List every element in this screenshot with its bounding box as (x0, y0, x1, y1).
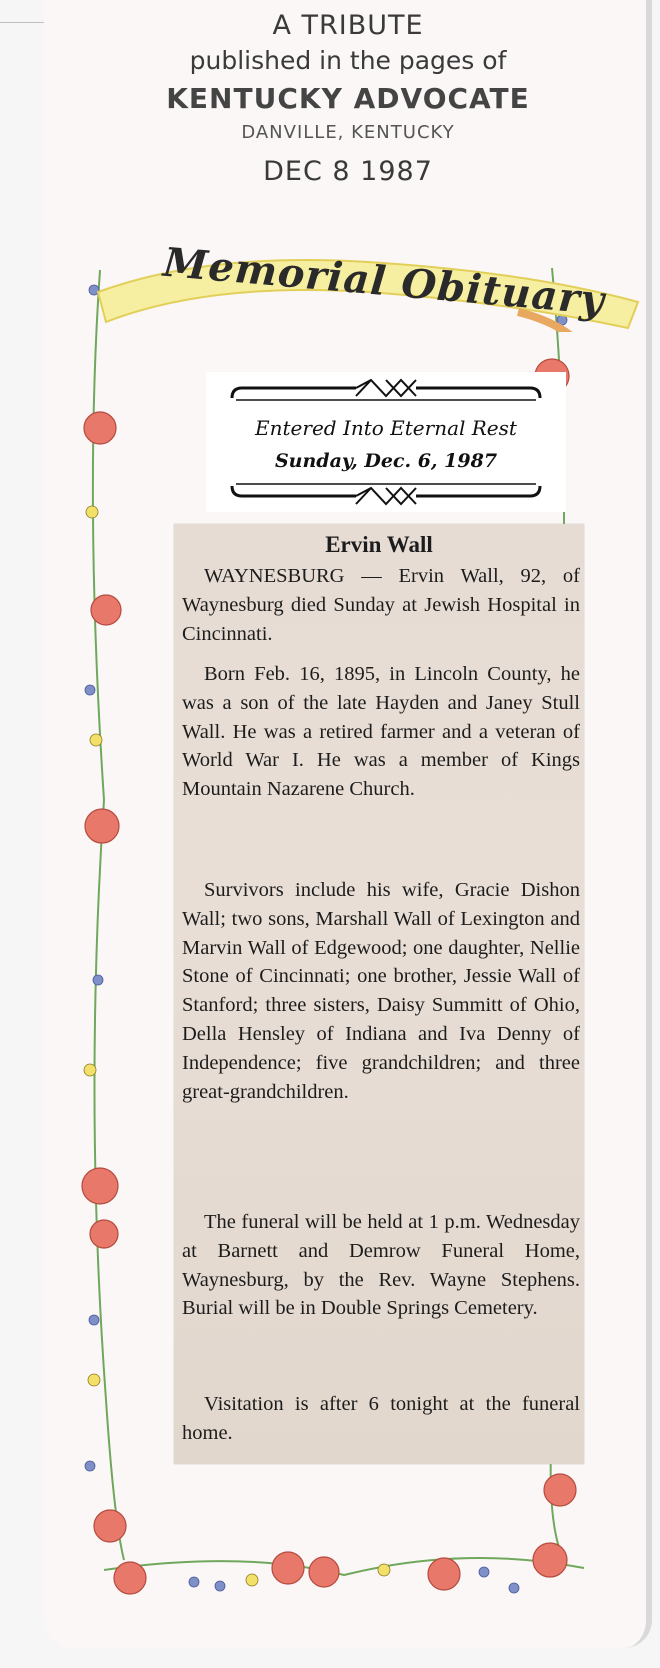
bookmark-card (44, 0, 652, 1648)
stamp-date: DEC 8 1987 (263, 156, 433, 187)
stamp-line-published: published in the pages of (189, 46, 507, 75)
obituary-paragraph: The funeral will be held at 1 p.m. Wednesday at Barnett and Demrow Funeral Home, Waynesburg, by the Rev. Wayne Stephens. Burial will be in Double Springs Cemetery. (182, 1211, 580, 1320)
eternal-rest-text: Entered Into Eternal Rest (255, 416, 517, 440)
banner-title: Memorial Obituary (161, 238, 607, 325)
obituary-paragraph: Born Feb. 16, 1895, in Lincoln County, he was a son of the late Hayden and Janey Stull Wall. He was a retired farmer and a veteran of World War I. He was a member of Kings Mountain Nazarene Church. (182, 663, 580, 801)
death-date: Sunday, Dec. 6, 1987 (274, 450, 498, 472)
deceased-name: Ervin Wall (325, 532, 433, 557)
stamp-line-tribute: A TRIBUTE (272, 10, 424, 41)
obituary-paragraph: Survivors include his wife, Gracie Dishon Wall; two sons, Marshall Wall of Lexington and Marvin Wall of Edgewood; one daughter, Nellie Stone of Cincinnati; one brother, Jessie Wall of Stanford; three sisters, Daisy Summitt of Ohio, Della Hensley of Indiana and Iva Denny of Independence; five grandchildren; and three great-grandchildren. (182, 879, 580, 1103)
newspaper-clipping (174, 524, 584, 1464)
ornament-top-icon (226, 378, 546, 408)
ornament-bottom-icon (226, 476, 546, 506)
stamp-line-city: DANVILLE, KENTUCKY (241, 122, 455, 143)
stamp-line-newspaper: KENTUCKY ADVOCATE (166, 82, 530, 115)
obituary-paragraph: WAYNESBURG — Ervin Wall, 92, of Waynesburg died Sunday at Jewish Hospital in Cincinnati. (182, 565, 580, 645)
obituary-paragraph: Visitation is after 6 tonight at the funeral home. (182, 1393, 580, 1444)
scan-edge-line (0, 22, 44, 23)
eternal-rest-card (206, 372, 566, 512)
